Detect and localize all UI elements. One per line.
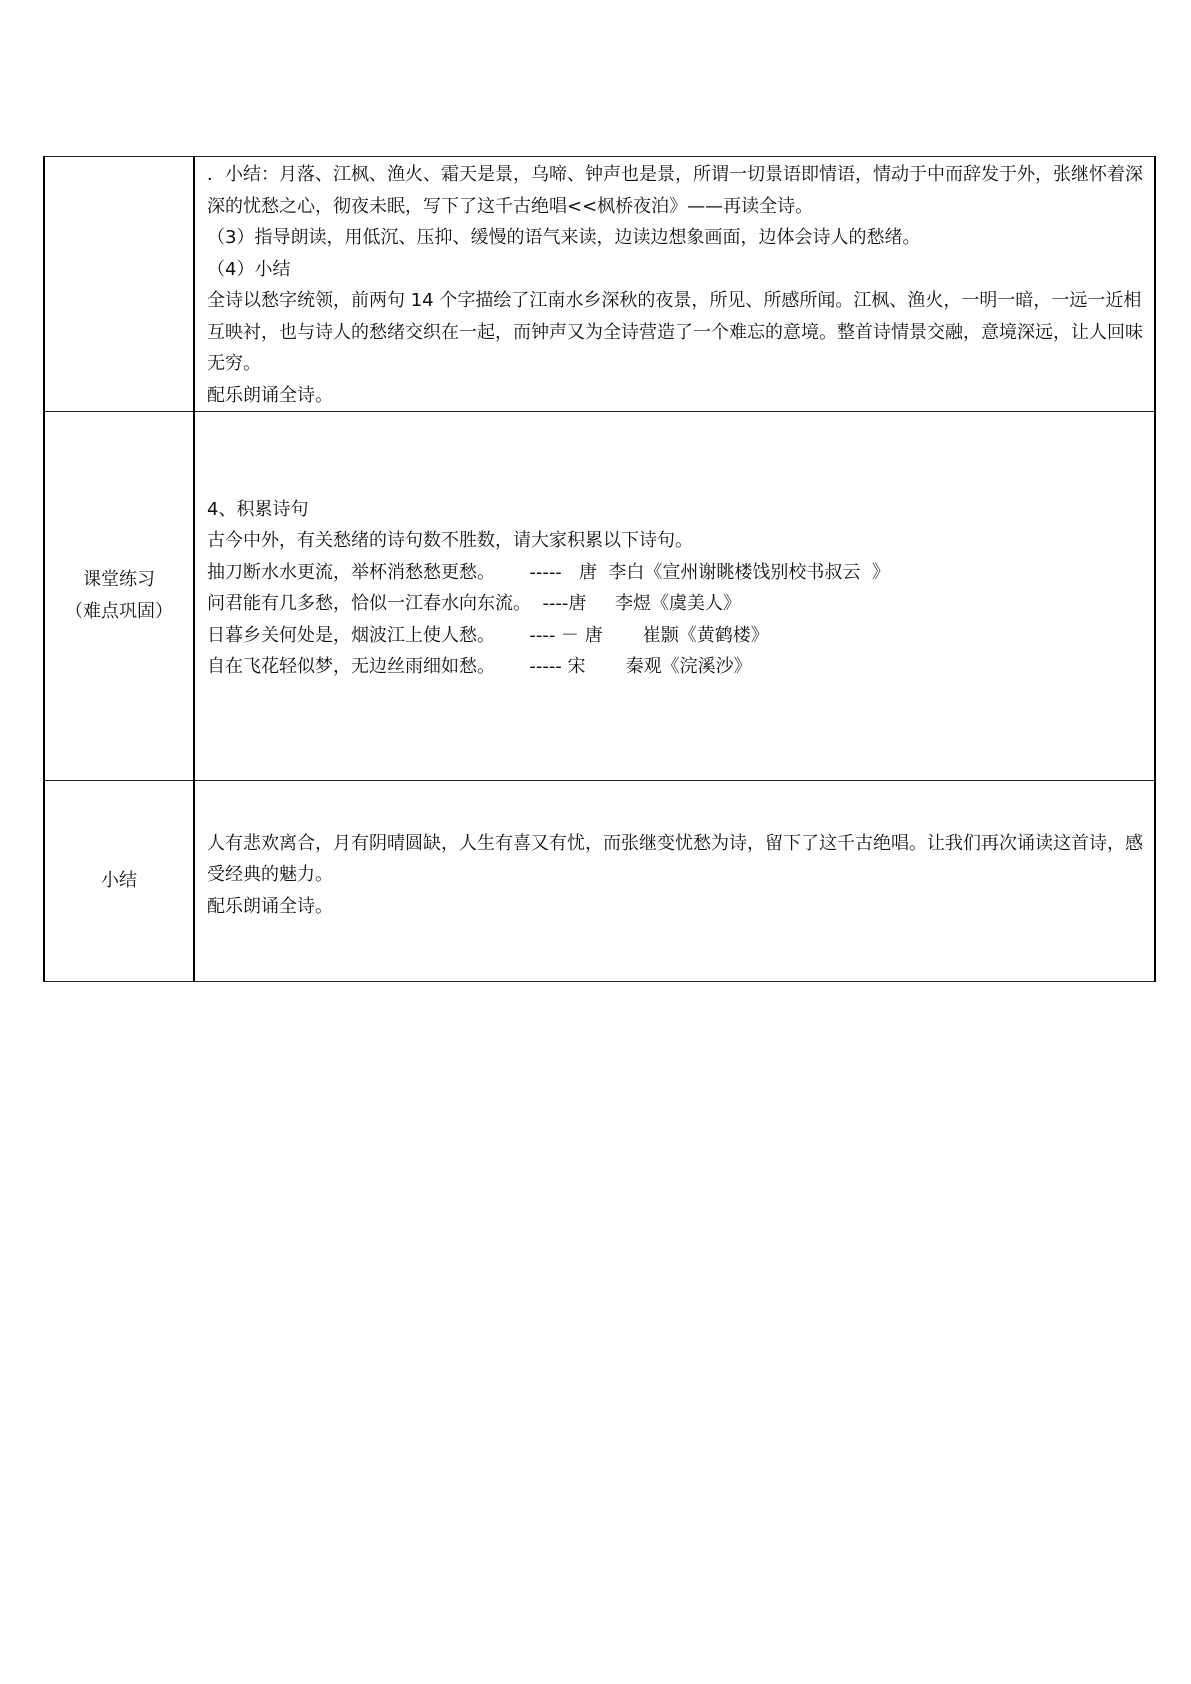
row-label-sub: （难点巩固）: [65, 601, 173, 622]
poem-line: 日暮乡关何处是，烟波江上使人愁。 ---- － 唐 崔颢《黄鹤楼》: [207, 624, 769, 646]
row-content: [194, 781, 1155, 982]
lesson-plan-table: [43, 156, 1156, 982]
intro-text: 古今中外，有关愁绪的诗句数不胜数，请大家积累以下诗句。: [207, 530, 693, 551]
recite-instruction: 配乐朗诵全诗。: [207, 895, 333, 917]
row-label: 小结: [101, 870, 137, 891]
poem-line: 问君能有几多愁，恰似一江春水向东流。 ----唐 李煜《虞美人》: [207, 593, 742, 614]
table-row-classroom-practice: [44, 412, 1155, 781]
row-content: [194, 157, 1155, 412]
row-label-conclusion: [44, 781, 194, 982]
summary-paragraph: ．小结：月落、江枫、渔火、霜天是景，乌啼、钟声也是景，所谓一切景语即情语，情动于中而辞发于外，张继怀着深深的忧愁之心，彻夜未眠，写下了这千古绝唱<<枫桥夜泊》——再读全诗。: [207, 164, 1143, 217]
recite-instruction: 配乐朗诵全诗。: [207, 384, 333, 406]
poem-line: 自在飞花轻似梦，无边丝雨细如愁。 ----- 宋 秦观《浣溪沙》: [207, 656, 752, 677]
row-label: 课堂练习: [83, 569, 155, 590]
table-row-conclusion: [44, 781, 1155, 982]
table-row-summary-continued: [44, 157, 1155, 412]
section-heading: 4、积累诗句: [207, 498, 309, 520]
row-content: [194, 412, 1155, 781]
subheading-summary: （4）小结: [207, 258, 291, 280]
poem-analysis-paragraph: 全诗以愁字统领，前两句 14 个字描绘了江南水乡深秋的夜景，所见、所感所闻。江枫、渔火，一明一暗，一远一近相互映衬，也与诗人的愁绪交织在一起，而钟声又为全诗营造了一个难忘的意境。整首诗情景交融，意境深远，让人回味无穷。: [207, 290, 1143, 374]
reading-guidance: （3）指导朗读，用低沉、压抑、缓慢的语气来读，边读边想象画面，边体会诗人的愁绪。: [207, 227, 921, 248]
poem-line: 抽刀断水水更流，举杯消愁愁更愁。 ----- 唐 李白《宣州谢眺楼饯别校书叔云 》: [207, 561, 890, 583]
row-label-empty: [44, 157, 194, 412]
conclusion-paragraph: 人有悲欢离合，月有阴晴圆缺，人生有喜又有忧，而张继变忧愁为诗，留下了这千古绝唱。让我们再次诵读这首诗，感受经典的魅力。: [207, 832, 1143, 886]
row-label-practice: [44, 412, 194, 781]
